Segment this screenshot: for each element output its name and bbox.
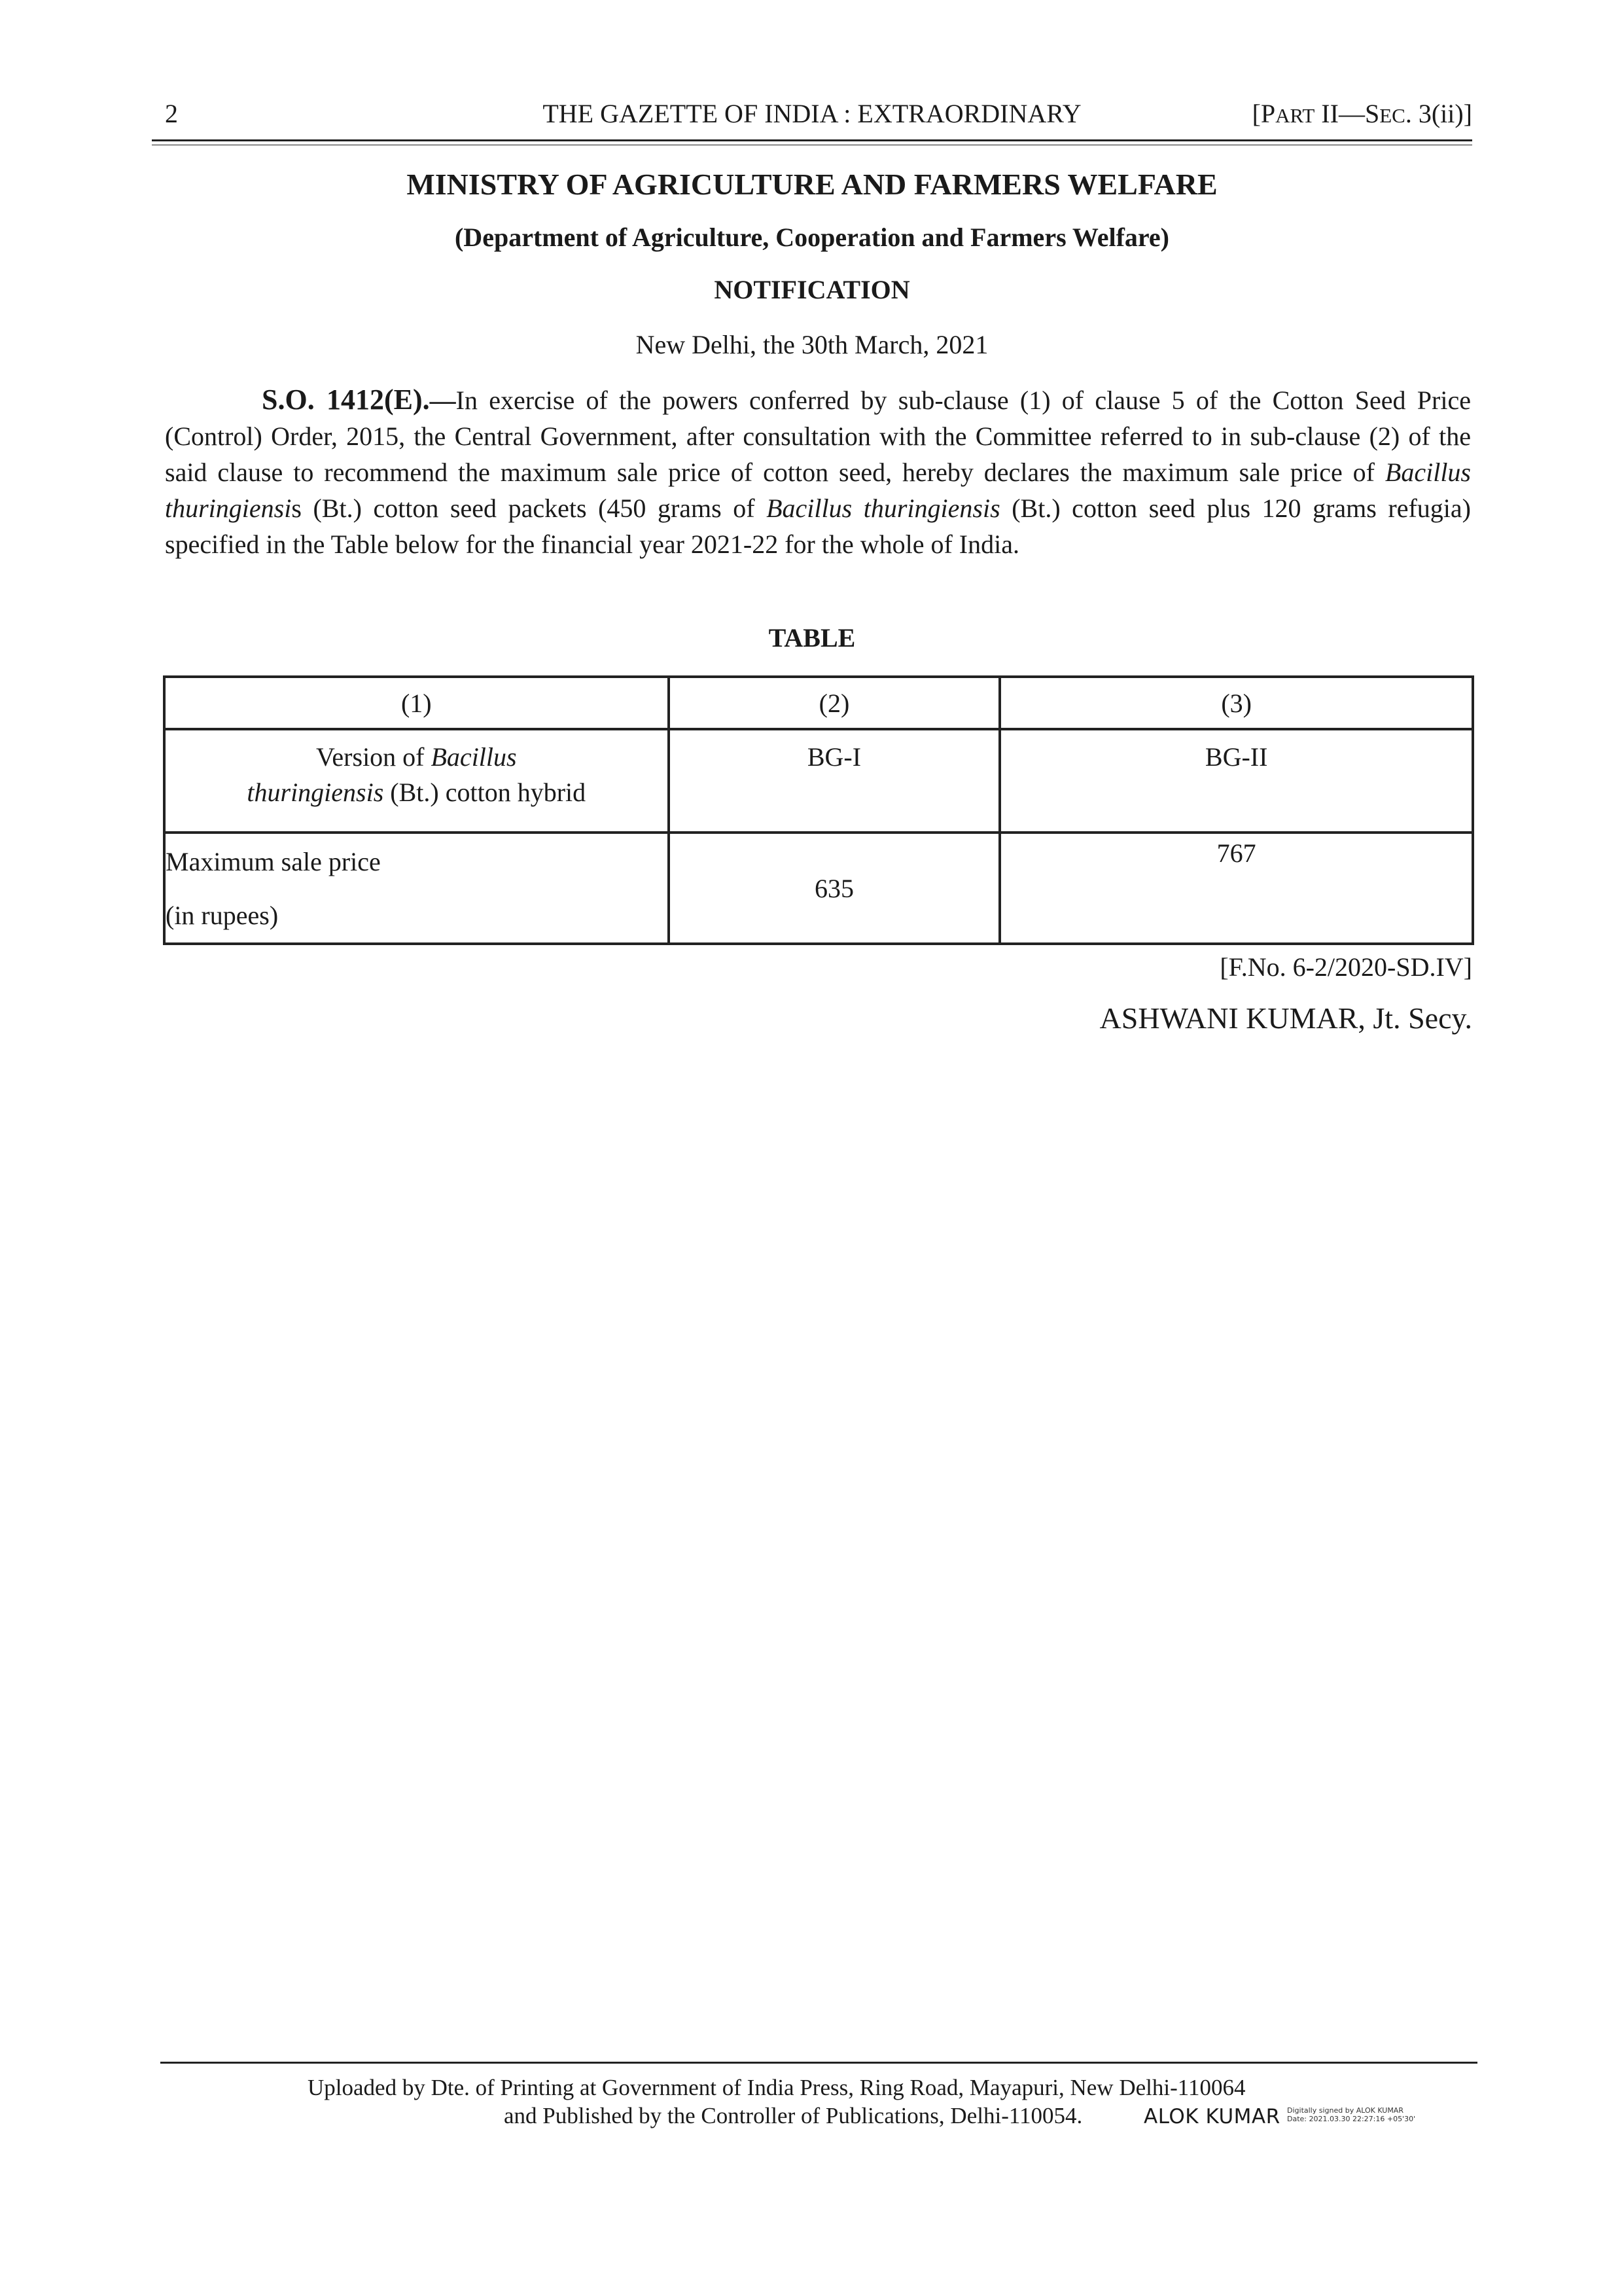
- version-bg1-cell: BG-I: [669, 729, 1000, 833]
- footer-line-2: and Published by the Controller of Publications, Delhi-110054.: [504, 2103, 1083, 2128]
- dateline: New Delhi, the 30th March, 2021: [635, 330, 989, 359]
- header-rule: [152, 139, 1472, 141]
- version-label-cell: Version of Bacillus thuringiensis (Bt.) cotton hybrid: [164, 729, 669, 833]
- notification-body: [165, 382, 1471, 562]
- notification-heading: NOTIFICATION: [714, 275, 910, 304]
- body-text-3: (Bt.) cotton seed plus 120 grams refugia) specified in the Table below for the financial year 2021-22 for the whole of India.: [165, 493, 1471, 559]
- part-section-label: [PART II—SEC. 3(ii)]: [1252, 99, 1472, 128]
- department-heading: (Department of Agriculture, Cooperation and Farmers Welfare): [454, 223, 1169, 252]
- digital-signature-meta: Digitally signed by ALOK KUMAR Date: 2021.03.30 22:27:16 +05'30': [1287, 2106, 1416, 2123]
- table-col-number: (2): [669, 677, 1000, 729]
- so-number: S.O. 1412(E).: [262, 384, 430, 416]
- so-dash: —: [429, 386, 456, 415]
- table-col-number: (3): [1000, 677, 1473, 729]
- table-row: [164, 729, 1473, 833]
- table-row: [164, 833, 1473, 944]
- table-col-number: (1): [164, 677, 669, 729]
- version-bg2-cell: BG-II: [1000, 729, 1473, 833]
- price-table: [163, 675, 1474, 945]
- digital-signer-name: ALOK KUMAR: [1144, 2105, 1280, 2128]
- body-text-2: s (Bt.) cotton seed packets (450 grams of: [291, 493, 767, 523]
- price-bg1-cell: 635: [669, 833, 1000, 944]
- gazette-title: THE GAZETTE OF INDIA : EXTRAORDINARY: [542, 99, 1082, 128]
- page-number: 2: [165, 99, 178, 128]
- body-italic-1: Bacillus thuringiensi: [165, 457, 1471, 523]
- price-bg2-cell: 767: [1000, 833, 1473, 944]
- table-title: TABLE: [768, 623, 856, 653]
- footer-rule: [160, 2062, 1477, 2064]
- body-italic-2: Bacillus thuringiensis: [766, 493, 1000, 523]
- ministry-heading: MINISTRY OF AGRICULTURE AND FARMERS WELFARE: [406, 168, 1218, 201]
- price-label-cell: Maximum sale price (in rupees): [164, 833, 669, 944]
- table-row: [164, 677, 1473, 729]
- signatory: ASHWANI KUMAR, Jt. Secy.: [1099, 1001, 1472, 1035]
- footer-line-1: Uploaded by Dte. of Printing at Government of India Press, Ring Road, Mayapuri, New Delhi-110064: [308, 2075, 1246, 2100]
- body-text-1: In exercise of the powers conferred by sub-clause (1) of clause 5 of the Cotton Seed Price (Control) Order, 2015, the Central Government, after consultation with the Committee referred to in sub-clause (2) of the said clause to recommend the maximum sale price of cotton seed, hereby declares the maximum sale price of: [165, 386, 1471, 487]
- file-number: [F.No. 6-2/2020-SD.IV]: [1220, 952, 1472, 982]
